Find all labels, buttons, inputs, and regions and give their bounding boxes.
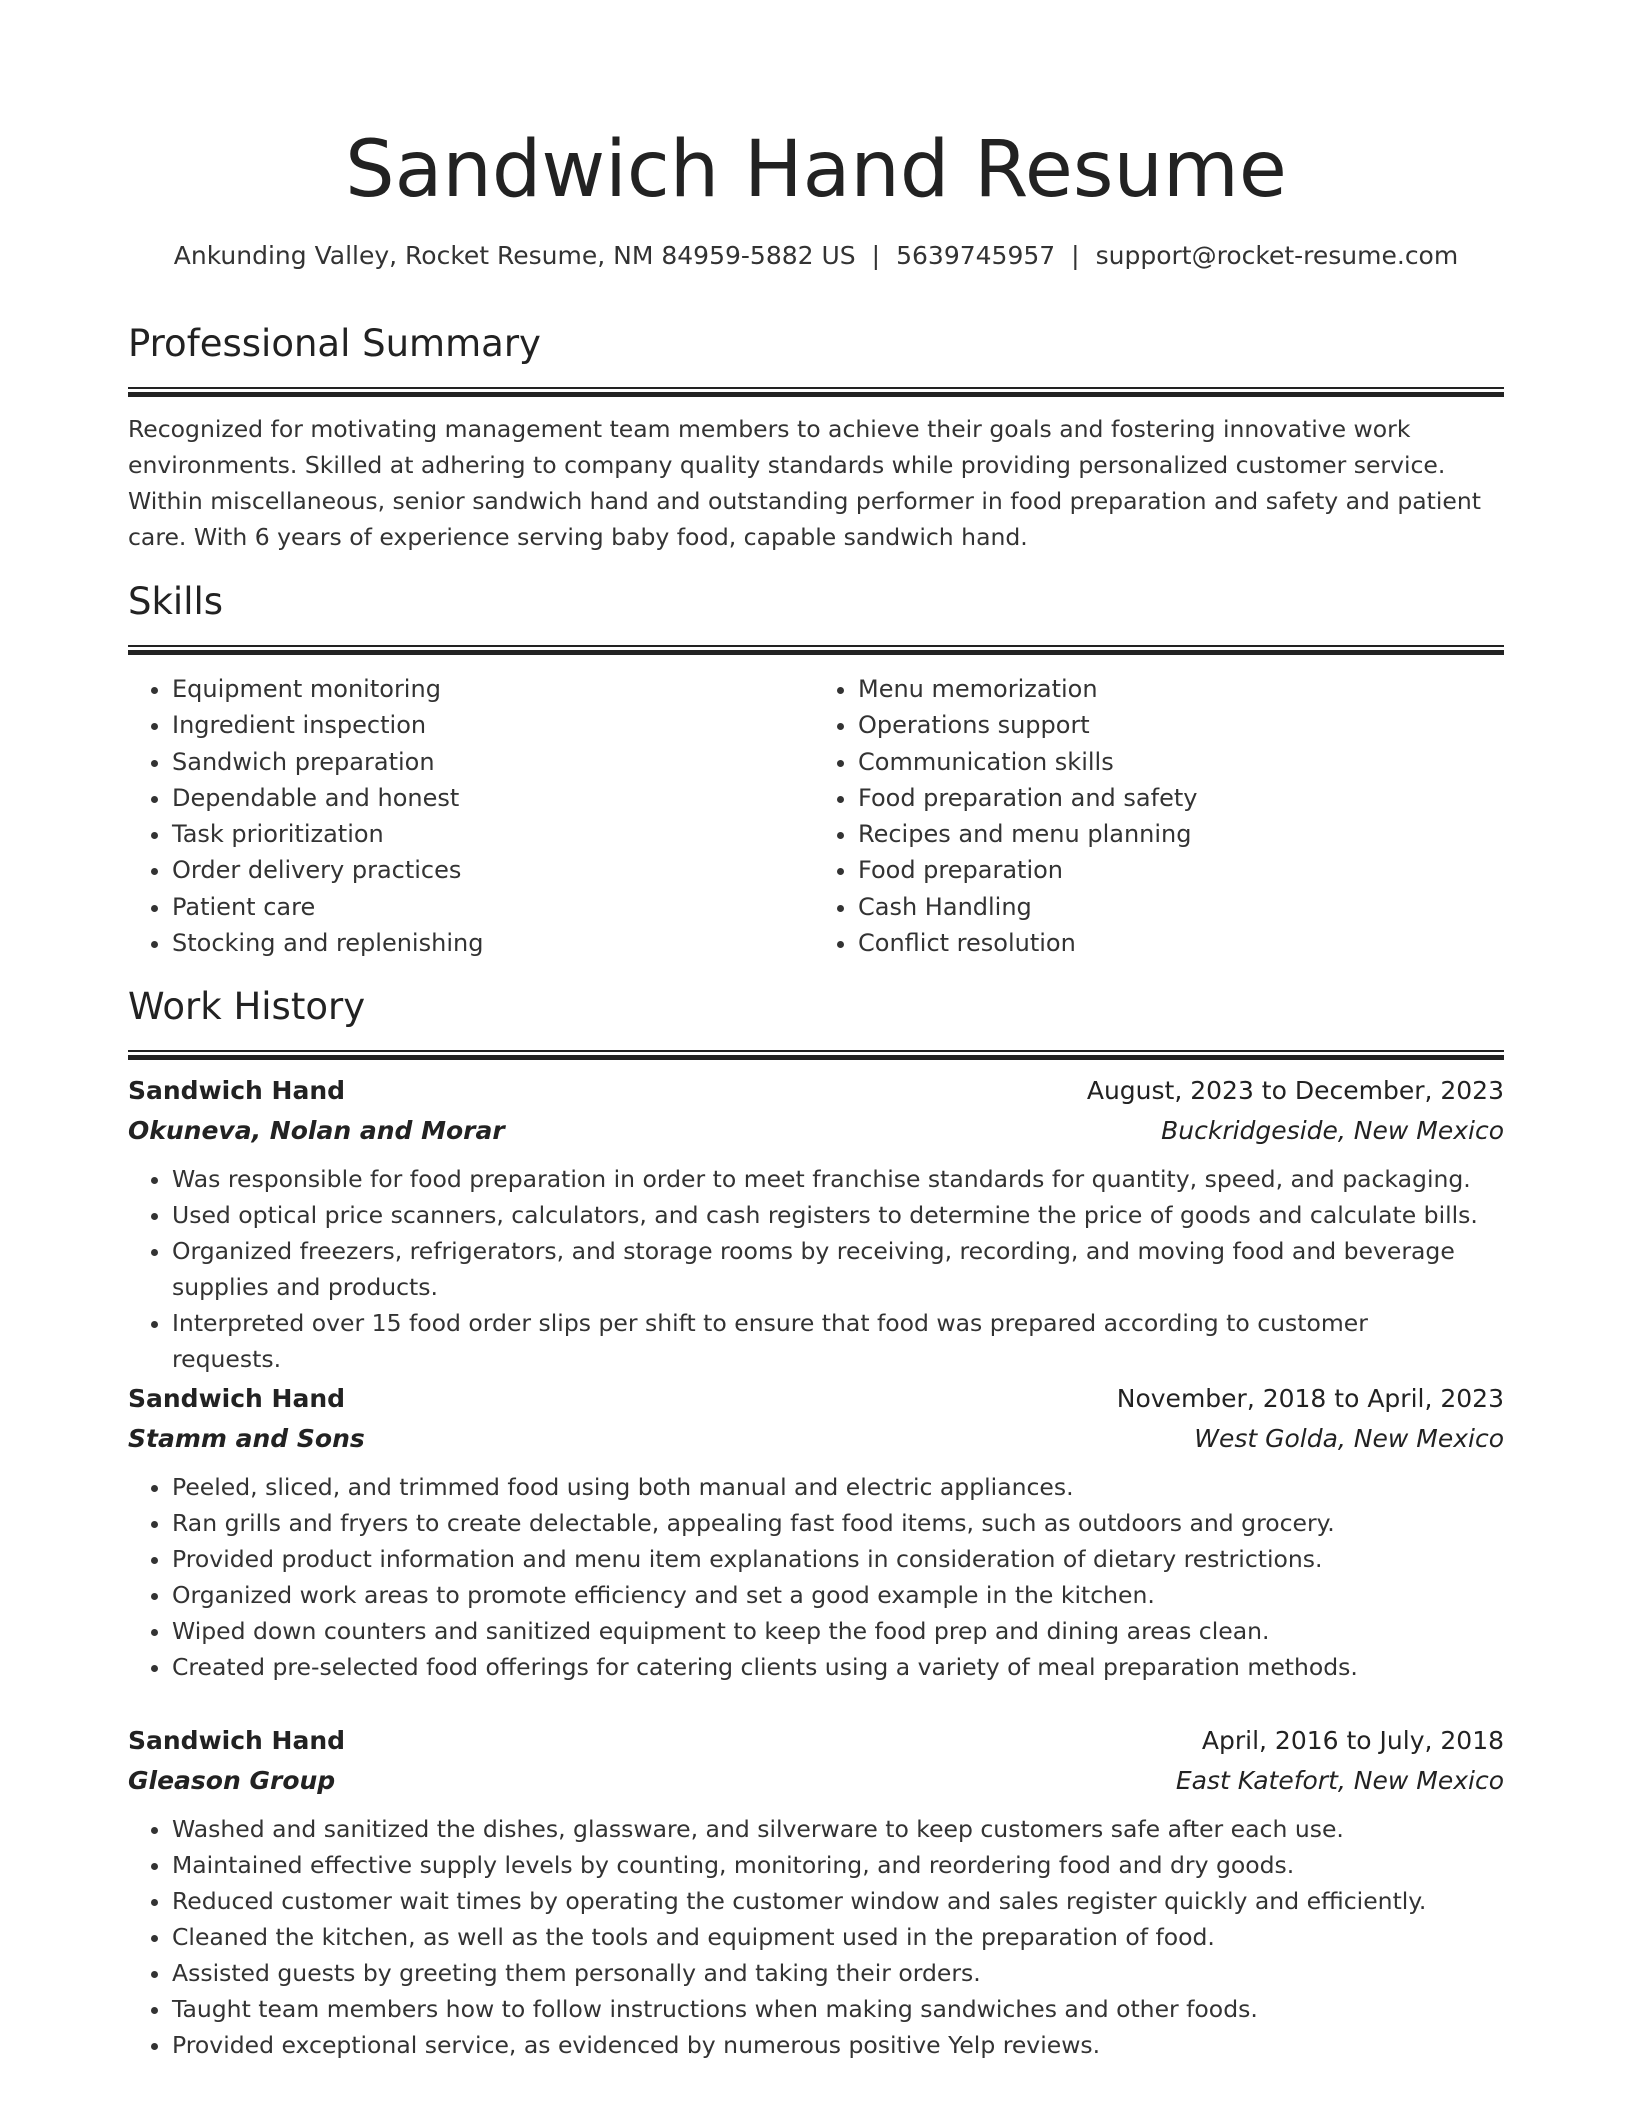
contact-separator: | (871, 241, 881, 270)
job-location: West Golda, New Mexico (1194, 1424, 1504, 1453)
job-title: Sandwich Hand (128, 1384, 346, 1413)
skill-item: • Recipes and menu planning (858, 816, 1492, 852)
job-location: East Katefort, New Mexico (1175, 1766, 1504, 1795)
skill-item: • Dependable and honest (172, 780, 806, 816)
skill-item: • Food preparation and safety (858, 780, 1492, 816)
skill-item: • Equipment monitoring (172, 671, 806, 707)
skill-item: • Stocking and replenishing (172, 925, 806, 961)
contact-address: Ankunding Valley, Rocket Resume, NM 84959-5882 US (173, 241, 856, 270)
skill-item: • Patient care (172, 889, 806, 925)
job-bullet: • Taught team members how to follow instructions when making sandwiches and other foods. (172, 1991, 1504, 2027)
job-dates: April, 2016 to July, 2018 (1201, 1726, 1504, 1755)
job-title: Sandwich Hand (128, 1726, 346, 1755)
job-bullet: • Provided exceptional service, as evidenced by numerous positive Yelp reviews. (172, 2027, 1504, 2063)
job-entry (128, 1379, 1504, 1685)
skill-item: • Sandwich preparation (172, 744, 806, 780)
job-bullets (128, 1811, 1504, 2063)
job-entry (128, 1071, 1504, 1377)
skill-item: • Operations support (858, 707, 1492, 743)
contact-phone: 5639745957 (896, 241, 1056, 270)
job-bullet: • Assisted guests by greeting them personally and taking their orders. (172, 1955, 1504, 1991)
job-bullet: • Was responsible for food preparation in order to meet franchise standards for quantity, speed, and packaging. (172, 1161, 1504, 1197)
skills-list-right (806, 671, 1492, 961)
contact-email[interactable]: support@rocket-resume.com (1095, 241, 1459, 270)
job-header (128, 1071, 1504, 1111)
job-header (128, 1379, 1504, 1419)
job-company: Okuneva, Nolan and Morar (128, 1116, 505, 1145)
summary-section (128, 319, 1504, 555)
skill-item: • Task prioritization (172, 816, 806, 852)
skill-item: • Food preparation (858, 852, 1492, 888)
job-bullet: • Interpreted over 15 food order slips per shift to ensure that food was prepared according to customer requests. (172, 1305, 1504, 1377)
job-bullet: • Ran grills and fryers to create delectable, appealing fast food items, such as outdoors and grocery. (172, 1505, 1504, 1541)
job-bullet: • Organized work areas to promote efficiency and set a good example in the kitchen. (172, 1577, 1504, 1613)
job-bullet: • Reduced customer wait times by operating the customer window and sales register quickly and efficiently. (172, 1883, 1504, 1919)
skill-item: • Order delivery practices (172, 852, 806, 888)
job-header (128, 1721, 1504, 1761)
section-divider (128, 1050, 1504, 1060)
job-entry (128, 1721, 1504, 2063)
skill-item: • Conflict resolution (858, 925, 1492, 961)
contact-separator: | (1071, 241, 1080, 270)
job-bullet: • Maintained effective supply levels by counting, monitoring, and reordering food and dry goods. (172, 1847, 1504, 1883)
job-company: Gleason Group (128, 1766, 336, 1795)
summary-heading: Professional Summary (128, 322, 541, 365)
job-bullet: • Created pre-selected food offerings for catering clients using a variety of meal preparation methods. (172, 1649, 1504, 1685)
job-subheader (128, 1111, 1504, 1151)
job-bullet: • Wiped down counters and sanitized equipment to keep the food prep and dining areas clean. (172, 1613, 1504, 1649)
job-company: Stamm and Sons (128, 1424, 365, 1453)
job-title: Sandwich Hand (128, 1076, 346, 1105)
section-divider (128, 387, 1504, 397)
job-bullet: • Organized freezers, refrigerators, and storage rooms by receiving, recording, and moving food and beverage supplies and products. (172, 1233, 1504, 1305)
job-dates: November, 2018 to April, 2023 (1116, 1384, 1504, 1413)
work-history-section (128, 982, 1504, 1060)
job-subheader (128, 1419, 1504, 1459)
skills-columns (128, 671, 1504, 961)
skills-section (128, 577, 1504, 961)
skill-item: • Ingredient inspection (172, 707, 806, 743)
section-divider (128, 645, 1504, 655)
job-bullet: • Provided product information and menu item explanations in consideration of dietary restrictions. (172, 1541, 1504, 1577)
job-bullet: • Peeled, sliced, and trimmed food using both manual and electric appliances. (172, 1469, 1504, 1505)
job-bullets (128, 1469, 1504, 1685)
work-history-heading: Work History (128, 985, 366, 1028)
job-dates: August, 2023 to December, 2023 (1086, 1076, 1504, 1105)
job-bullets (128, 1161, 1504, 1377)
skill-item: • Cash Handling (858, 889, 1492, 925)
skill-item: • Communication skills (858, 744, 1492, 780)
summary-text: Recognized for motivating management team members to achieve their goals and fostering innovative work environments. Skilled at adhering to company quality standards while providing personalized customer service. Within miscellaneous, senior sandwich hand and outstanding performer in food preparation and safety and patient care. With 6 years of experience serving baby food, capable sandwich hand. (128, 415, 1481, 551)
skills-heading: Skills (128, 580, 224, 623)
job-subheader (128, 1761, 1504, 1801)
job-bullet: • Washed and sanitized the dishes, glassware, and silverware to keep customers safe after each use. (172, 1811, 1504, 1847)
job-bullet: • Used optical price scanners, calculators, and cash registers to determine the price of goods and calculate bills. (172, 1197, 1504, 1233)
job-bullet: • Cleaned the kitchen, as well as the tools and equipment used in the preparation of food. (172, 1919, 1504, 1955)
skill-item: • Menu memorization (858, 671, 1492, 707)
contact-line (128, 238, 1504, 274)
resume-title: Sandwich Hand Resume (345, 125, 1287, 215)
skills-list-left (128, 671, 806, 961)
job-location: Buckridgeside, New Mexico (1161, 1116, 1504, 1145)
